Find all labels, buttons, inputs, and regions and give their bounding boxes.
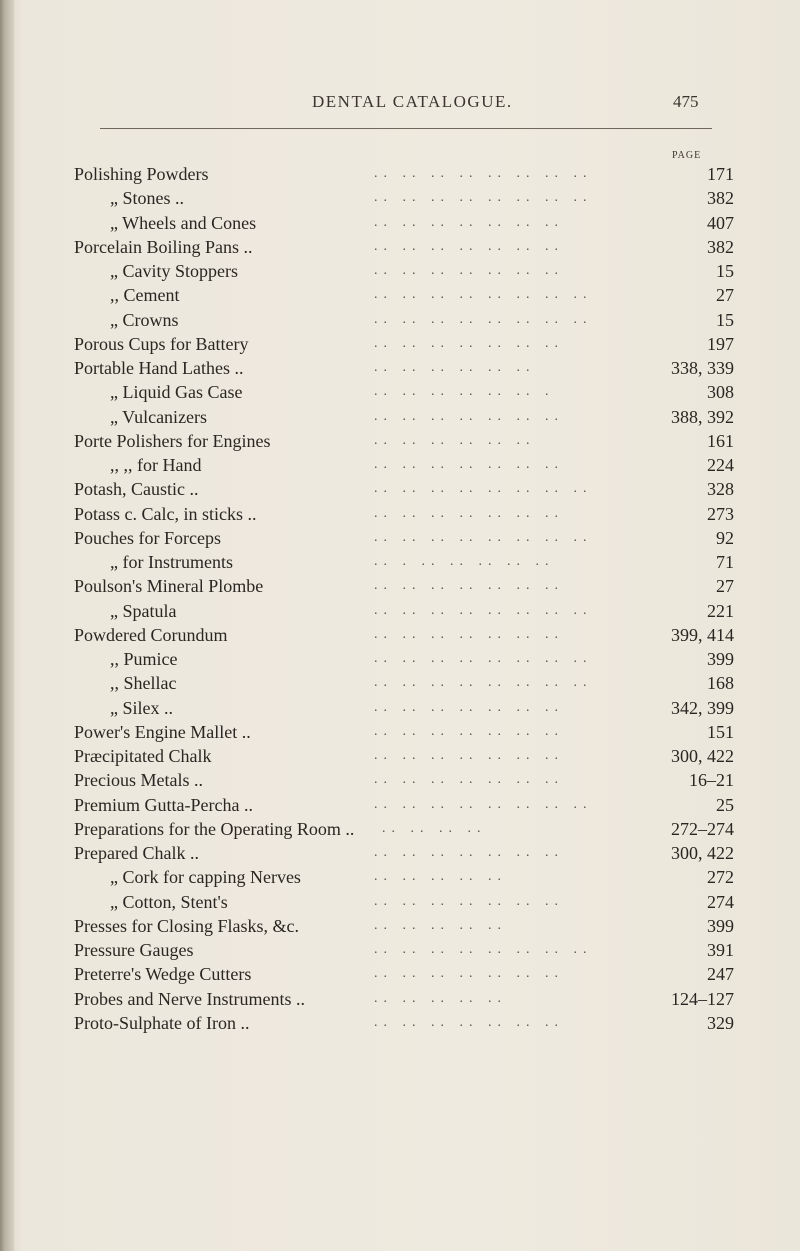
index-entry: [74, 817, 734, 841]
dot-leader: .. .. .. .. .. .. .. ..: [374, 481, 593, 497]
dot-leader: .. .. .. .. .. .. .. ..: [374, 529, 593, 545]
header-rule: [100, 128, 712, 129]
dot-leader: .. .. .. .. ..: [374, 990, 507, 1006]
dot-leader: .. .. .. .. .. .. .. ..: [374, 190, 593, 206]
entry-text: Porous Cups for Battery: [74, 333, 249, 354]
dot-leader: .. .. .. ..: [382, 820, 487, 836]
entry-text: ,, Cement: [110, 285, 180, 306]
index-entry: [74, 429, 734, 453]
entry-text: Potash, Caustic ..: [74, 479, 199, 500]
entry-text: „ Cotton, Stent's: [110, 891, 228, 912]
entry-page-ref: 224: [707, 455, 734, 475]
dot-leader: .. .. .. .. .. .. ..: [374, 723, 564, 739]
dot-leader: .. .. .. .. .. .. .. ..: [374, 602, 593, 618]
index-entry: [74, 477, 734, 501]
entry-page-ref: 221: [707, 600, 734, 621]
dot-leader: .. .. .. .. .. .. ..: [374, 966, 564, 982]
entry-page-ref: 399: [707, 649, 734, 669]
dot-leader: .. .. .. .. ..: [374, 869, 507, 885]
entry-text: Preterre's Wedge Cutters: [74, 964, 252, 985]
dot-leader: .. .. .. .. .. .. ..: [374, 845, 564, 860]
dot-leader: .. .. .. .. .. .. .. ..: [374, 287, 593, 303]
entry-page-ref: 329: [707, 1012, 734, 1033]
entry-page-ref: 308: [707, 382, 734, 403]
dot-leader: .. .. .. .. .. .. ..: [374, 263, 564, 278]
index-entry: [74, 405, 734, 429]
entry-page-ref: 273: [707, 503, 734, 524]
entry-page-ref: 338, 339: [671, 358, 734, 378]
entry-page-ref: 71: [716, 552, 734, 572]
index-entry: [74, 793, 734, 817]
index-entry: [74, 890, 734, 914]
entry-page-ref: 300, 422: [671, 843, 734, 863]
header-title: DENTAL CATALOGUE.: [312, 92, 513, 111]
index-entry: [74, 647, 734, 671]
page-column-label: PAGE: [672, 150, 702, 161]
index-entry: [74, 380, 734, 404]
entry-page-ref: 399: [707, 915, 734, 936]
dot-leader: .. .. .. .. .. .. ..: [374, 505, 564, 521]
entry-page-ref: 272–274: [671, 818, 734, 839]
index-entry: [74, 574, 734, 598]
entry-text: ,, Pumice: [110, 649, 178, 669]
entry-page-ref: 382: [707, 236, 734, 257]
entry-page-ref: 388, 392: [671, 406, 734, 427]
entry-text: Preparations for the Operating Room ..: [74, 818, 355, 839]
entry-page-ref: 92: [716, 527, 734, 548]
entry-text: Power's Engine Mallet ..: [74, 721, 251, 742]
dot-leader: .. .. .. .. .. .. .. ..: [374, 942, 593, 957]
index-entry: [74, 841, 734, 865]
entry-page-ref: 171: [707, 164, 734, 184]
entry-text: „ Cavity Stoppers: [110, 261, 238, 281]
index-entry: [74, 356, 734, 380]
entry-text: Porcelain Boiling Pans ..: [74, 236, 253, 257]
entry-page-ref: 16–21: [689, 770, 734, 791]
dot-leader: .. .. .. .. .. .. ..: [374, 408, 564, 424]
page-number: 475: [673, 92, 699, 111]
dot-leader: .. .. .. .. .. ..: [374, 432, 536, 448]
index-entry: [74, 768, 734, 792]
entry-text: Proto-Sulphate of Iron ..: [74, 1012, 250, 1033]
dot-leader: .. .. .. .. .. .. ..: [374, 238, 564, 254]
index-entry: [74, 162, 734, 186]
dot-leader: .. .. .. .. .. .. ..: [374, 699, 564, 715]
dot-leader: .. .. .. .. ..: [374, 917, 507, 933]
entry-page-ref: 15: [716, 261, 734, 281]
entry-page-ref: 391: [707, 940, 734, 960]
index-entry: [74, 259, 734, 283]
dot-leader: .. . .. .. .. .. ..: [374, 554, 555, 569]
index-entry: [74, 914, 734, 938]
index-entry: [74, 332, 734, 356]
entry-text: „ Stones ..: [110, 188, 184, 209]
entry-text: Presses for Closing Flasks, &c.: [74, 915, 299, 936]
dot-leader: .. .. .. .. .. .. ..: [374, 457, 564, 472]
entry-text: „ Cork for capping Nerves: [110, 867, 301, 888]
dot-leader: .. .. .. .. .. .. ..: [374, 893, 564, 909]
entry-text: „ Silex ..: [110, 697, 173, 718]
index-list: [74, 162, 734, 1035]
entry-text: Prepared Chalk ..: [74, 843, 199, 863]
entry-text: Probes and Nerve Instruments ..: [74, 988, 305, 1009]
index-entry: [74, 502, 734, 526]
entry-page-ref: 27: [716, 576, 734, 597]
dot-leader: .. .. .. .. .. .. .. ..: [374, 311, 593, 327]
entry-text: Premium Gutta-Percha ..: [74, 794, 253, 815]
index-entry: [74, 696, 734, 720]
entry-page-ref: 161: [707, 430, 734, 451]
index-entry: [74, 962, 734, 986]
index-entry: [74, 550, 734, 574]
dot-leader: .. .. .. .. .. .. ..: [374, 1014, 564, 1030]
dot-leader: .. .. .. .. .. .. .. ..: [374, 675, 593, 691]
entry-page-ref: 168: [707, 673, 734, 694]
entry-text: „ Liquid Gas Case: [110, 382, 243, 403]
dot-leader: .. .. .. .. .. .. ..: [374, 578, 564, 594]
entry-text: „ Spatula: [110, 600, 177, 621]
entry-page-ref: 25: [716, 794, 734, 815]
entry-page-ref: 124–127: [671, 988, 734, 1009]
dot-leader: .. .. .. .. .. .. .: [374, 384, 555, 400]
index-entry: [74, 599, 734, 623]
entry-page-ref: 15: [716, 309, 734, 330]
dot-leader: .. .. .. .. .. .. ..: [374, 626, 564, 642]
dot-leader: .. .. .. .. .. .. ..: [374, 748, 564, 763]
entry-page-ref: 272: [707, 867, 734, 888]
index-entry: [74, 283, 734, 307]
entry-text: ,, ,, for Hand: [110, 455, 202, 475]
entry-text: „ Vulcanizers: [110, 406, 208, 427]
dot-leader: .. .. .. .. .. ..: [374, 360, 536, 375]
entry-text: Præcipitated Chalk: [74, 746, 212, 766]
index-entry: [74, 186, 734, 210]
dot-leader: .. .. .. .. .. .. .. ..: [374, 796, 593, 812]
entry-page-ref: 300, 422: [671, 746, 734, 766]
entry-text: Powdered Corundum: [74, 624, 228, 645]
index-entry: [74, 865, 734, 889]
entry-text: Portable Hand Lathes ..: [74, 358, 244, 378]
entry-page-ref: 274: [707, 891, 734, 912]
entry-text: Pressure Gauges: [74, 940, 194, 960]
entry-text: Potass c. Calc, in sticks ..: [74, 503, 257, 524]
index-entry: [74, 1011, 734, 1035]
running-header: [0, 92, 800, 122]
dot-leader: .. .. .. .. .. .. ..: [374, 214, 564, 230]
index-entry: [74, 235, 734, 259]
entry-page-ref: 151: [707, 721, 734, 742]
entry-page-ref: 399, 414: [671, 624, 734, 645]
entry-page-ref: 197: [707, 333, 734, 354]
dot-leader: .. .. .. .. .. .. .. ..: [374, 651, 593, 666]
index-entry: [74, 623, 734, 647]
index-entry: [74, 720, 734, 744]
entry-page-ref: 342, 399: [671, 697, 734, 718]
index-entry: [74, 453, 734, 477]
index-entry: [74, 938, 734, 962]
entry-page-ref: 328: [707, 479, 734, 500]
dot-leader: .. .. .. .. .. .. .. ..: [374, 166, 593, 181]
index-entry: [74, 671, 734, 695]
entry-text: Poulson's Mineral Plombe: [74, 576, 264, 597]
dot-leader: .. .. .. .. .. .. ..: [374, 772, 564, 788]
entry-text: „ for Instruments: [110, 552, 233, 572]
entry-text: ,, Shellac: [110, 673, 177, 694]
entry-page-ref: 407: [707, 212, 734, 233]
entry-page-ref: 382: [707, 188, 734, 209]
index-entry: [74, 526, 734, 550]
entry-text: Polishing Powders: [74, 164, 209, 184]
entry-text: „ Crowns: [110, 309, 179, 330]
index-entry: [74, 744, 734, 768]
entry-text: Porte Polishers for Engines: [74, 430, 271, 451]
index-entry: [74, 308, 734, 332]
book-spine-shadow: [0, 0, 14, 1251]
entry-text: Pouches for Forceps: [74, 527, 221, 548]
entry-page-ref: 247: [707, 964, 734, 985]
entry-text: Precious Metals ..: [74, 770, 203, 791]
entry-text: „ Wheels and Cones: [110, 212, 257, 233]
index-entry: [74, 211, 734, 235]
entry-page-ref: 27: [716, 285, 734, 306]
index-entry: [74, 987, 734, 1011]
dot-leader: .. .. .. .. .. .. ..: [374, 335, 564, 351]
